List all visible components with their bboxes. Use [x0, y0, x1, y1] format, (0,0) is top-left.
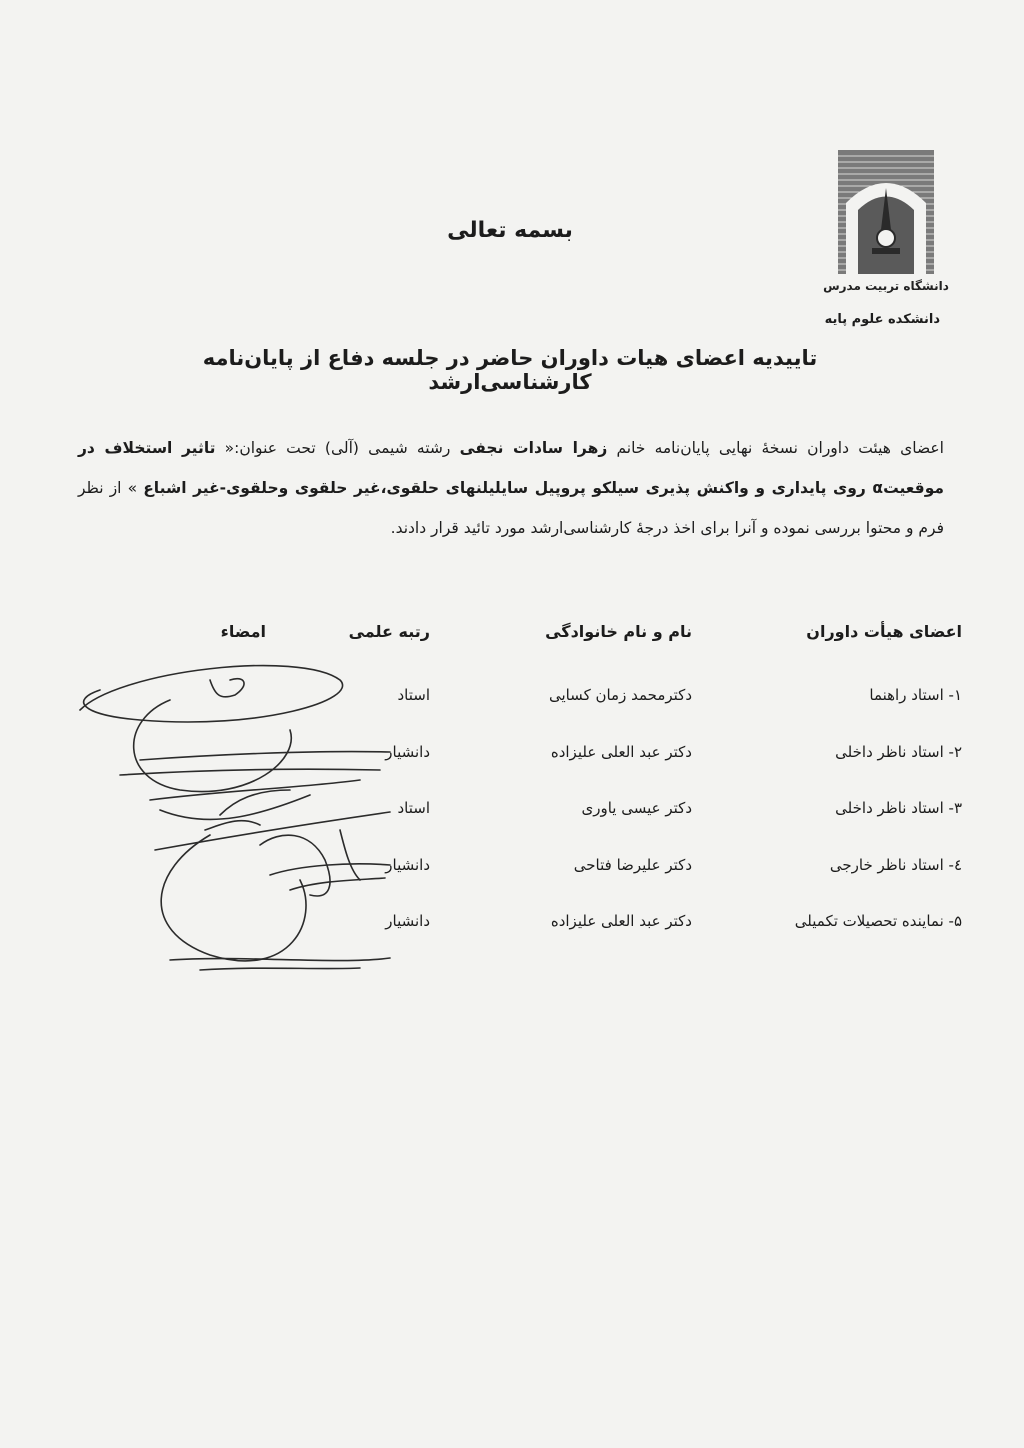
row-name: دکترمحمد زمان کسایی — [548, 686, 692, 704]
signature-stroke — [160, 795, 310, 819]
row-rank: استاد — [397, 686, 430, 704]
signature-stroke — [120, 769, 380, 775]
row-name: دکتر عبد العلی علیزاده — [550, 912, 692, 930]
header-role: اعضای هیأت داوران — [806, 622, 962, 641]
paragraph-text: رشته شیمی (آلی) تحت عنوان:« — [215, 439, 460, 457]
row-rank: دانشیار — [385, 856, 430, 874]
faculty-name: دانشکده علوم پایه — [824, 312, 940, 327]
row-rank: دانشیار — [385, 912, 430, 930]
header-signature: امضاء — [220, 622, 266, 641]
header-name: نام و نام خانوادگی — [545, 622, 692, 641]
signature-stroke — [200, 968, 360, 970]
signature-stroke — [205, 821, 260, 830]
row-role: ۱- استاد راهنما — [869, 686, 962, 704]
signature-stroke — [340, 830, 360, 880]
signature-stroke — [220, 790, 290, 815]
row-rank: استاد — [397, 799, 430, 817]
signature-stroke — [134, 700, 292, 792]
signature-stroke — [270, 864, 390, 875]
row-role: ٤- استاد ناظر خارجی — [829, 856, 962, 874]
signature-stroke — [290, 878, 385, 890]
signature-stroke — [155, 812, 390, 850]
row-role: ۲- استاد ناظر داخلی — [835, 743, 962, 761]
row-name: دکتر علیرضا فتاحی — [573, 856, 692, 874]
student-name: زهرا سادات نجفی — [459, 439, 608, 457]
university-logo — [823, 148, 949, 296]
paragraph-text: » از نظر فرم و محتوا بررسی نموده و آنرا برای اخذ درجهٔ کارشناسی‌ارشد مورد تائید قرار دادند. — [78, 479, 944, 537]
signature-stroke — [260, 835, 330, 896]
paragraph-text: اعضای هیئت داوران نسخهٔ نهایی پایان‌نامه خانم — [607, 439, 944, 457]
signature-stroke — [80, 666, 343, 722]
signature-stroke — [170, 958, 390, 961]
row-role: ۳- استاد ناظر داخلی — [835, 799, 962, 817]
signature-stroke — [150, 780, 360, 800]
approval-paragraph — [78, 428, 944, 548]
header-rank: رتبه علمی — [348, 622, 430, 641]
row-rank: دانشیار — [385, 743, 430, 761]
row-name: دکتر عبد العلی علیزاده — [550, 743, 692, 761]
invocation: بسمه تعالی — [447, 218, 573, 243]
signature-stroke — [140, 752, 390, 760]
thesis-title: تاثیر استخلاف در موقعیتα روی پایداری و واکنش پذیری سیلکو پروپیل سایلیلنهای حلقوی،غیر حلقوی وحلقوی-غیر اشباع — [78, 439, 945, 497]
signature-stroke — [161, 835, 306, 961]
signature-stroke — [210, 679, 244, 697]
row-name: دکتر عیسی یاوری — [581, 799, 692, 817]
logo-text: دانشگاه تربیت مدرس — [823, 279, 949, 293]
page-title: تاییدیه اعضای هیات داوران حاضر در جلسه دفاع از پایان‌نامه کارشناسی‌ارشد — [202, 346, 818, 394]
row-role: ۵- نماینده تحصیلات تکمیلی — [794, 912, 962, 930]
